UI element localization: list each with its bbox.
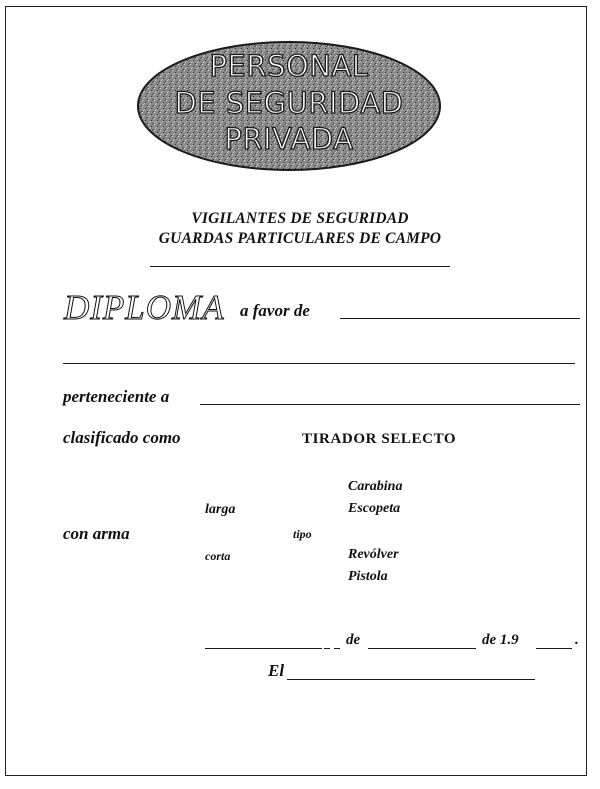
weapon-tipo: tipo [293, 527, 312, 541]
date-de-label-1: de [346, 632, 361, 648]
date-dash-2 [334, 648, 340, 649]
weapon-corta: corta [205, 549, 231, 563]
subtitle-underline [150, 266, 450, 267]
weapon-pistola: Pistola [348, 569, 388, 584]
date-dash-1 [324, 648, 330, 649]
recipient-name-line-2[interactable] [63, 363, 575, 364]
weapon-carabina: Carabina [348, 479, 403, 494]
diploma-title: DIPLOMA [64, 288, 225, 327]
date-place-line[interactable] [205, 648, 322, 649]
recipient-name-line-1[interactable] [340, 318, 580, 319]
weapon-revolver: Revólver [348, 547, 399, 562]
date-month-line[interactable] [368, 648, 476, 649]
badge-line-1: PERSONAL [209, 49, 369, 83]
date-de-label-2: de 1.9 [482, 632, 519, 648]
badge-line-3: PRIVADA [224, 122, 354, 156]
badge-line-2: DE SEGURIDAD [174, 86, 404, 120]
classification-value: TIRADOR SELECTO [302, 431, 457, 447]
el-label: El [268, 661, 285, 680]
date-end-dot: . [575, 632, 579, 648]
date-year-line[interactable] [536, 648, 572, 649]
subtitle-vigilantes: VIGILANTES DE SEGURIDAD [191, 210, 409, 227]
weapon-larga: larga [205, 502, 236, 517]
a-favor-de-label: a favor de [240, 301, 310, 320]
weapon-escopeta: Escopeta [348, 501, 401, 516]
clasificado-label: clasificado como [63, 428, 181, 447]
perteneciente-label: perteneciente a [63, 387, 170, 406]
con-arma-label: con arma [63, 524, 130, 543]
subtitle-guardas: GUARDAS PARTICULARES DE CAMPO [158, 230, 442, 247]
perteneciente-line[interactable] [200, 404, 580, 405]
signature-line[interactable] [287, 679, 535, 680]
